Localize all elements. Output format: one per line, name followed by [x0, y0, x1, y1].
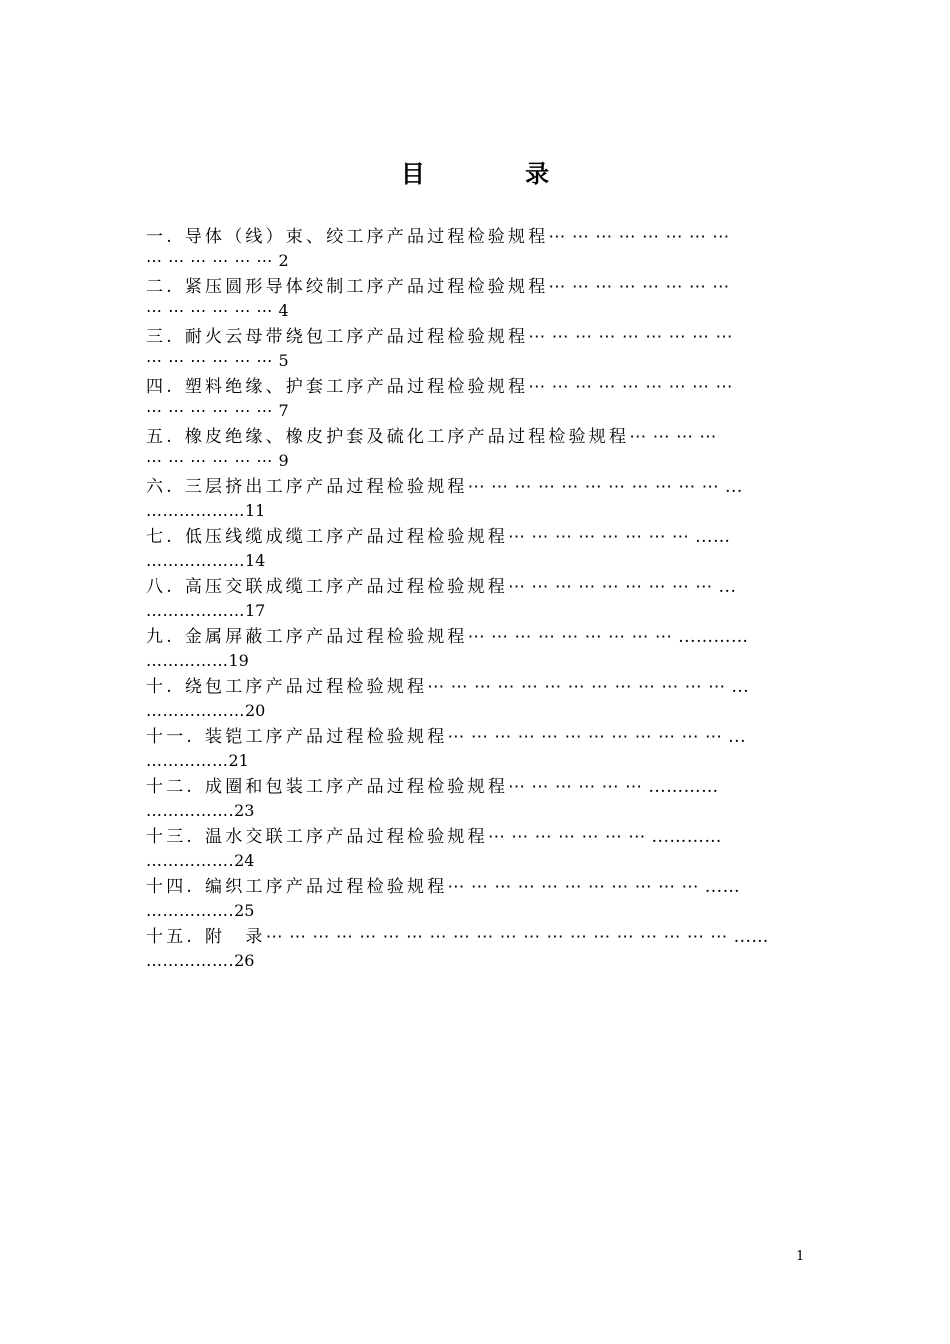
toc-entry-number: 十四. [146, 877, 196, 897]
toc-entry-label: 高压交联成缆工序产品过程检验规程 [184, 577, 509, 597]
toc-entry-label: 紧压圆形导体绞制工序产品过程检验规程 [184, 277, 549, 297]
toc-entry-label: 绕包工序产品过程检验规程 [184, 677, 428, 697]
toc-leader-dots: ⋯ ⋯ ⋯ ⋯ ⋯ ⋯ [146, 301, 279, 320]
toc-entry-number: 四. [146, 377, 175, 397]
toc-leader-dots: ⋯ ⋯ ⋯ ⋯ [629, 427, 717, 447]
toc-entry-number: 一. [146, 227, 175, 247]
toc-page-number: 17 [245, 601, 266, 620]
toc-entry[interactable] [146, 326, 806, 376]
toc-entry-label: 耐火云母带绕包工序产品过程检验规程 [184, 327, 529, 347]
toc-leader-dots: ……………… [146, 551, 245, 570]
toc-entry[interactable] [146, 576, 806, 626]
toc-entry-number: 九. [146, 627, 175, 647]
toc-entry[interactable] [146, 276, 806, 326]
toc-page-number: 5 [278, 351, 289, 370]
toc-entry-label: 金属屏蔽工序产品过程检验规程 [184, 627, 468, 647]
toc-entry-line [146, 376, 806, 399]
toc-leader-dots: ⋯ ⋯ ⋯ ⋯ ⋯ ⋯ ⋯ ⋯ ⋯ ⋯ ⋯ ⋯ ⋯ ... [427, 677, 750, 697]
toc-entry-number: 十五. [146, 927, 196, 947]
toc-entry-line [146, 726, 806, 749]
toc-entry-line [146, 826, 806, 849]
table-of-contents [146, 226, 806, 976]
toc-entry-continuation [146, 649, 806, 673]
toc-page-number: 11 [245, 501, 266, 520]
toc-entry-number: 十三. [146, 827, 196, 847]
toc-entry-line [146, 526, 806, 549]
toc-leader-dots: ……………. [146, 951, 235, 970]
toc-leader-dots: …………… [146, 651, 229, 670]
toc-entry[interactable] [146, 826, 806, 876]
toc-entry[interactable] [146, 776, 806, 826]
toc-entry-number: 二. [146, 277, 175, 297]
toc-entry-number: 五. [146, 427, 175, 447]
toc-entry-continuation [146, 549, 806, 573]
toc-entry-label: 温水交联工序产品过程检验规程 [205, 827, 488, 847]
toc-page-number: 21 [228, 751, 249, 770]
page-title: 目 录 [400, 159, 596, 188]
toc-leader-dots: ⋯ ⋯ ⋯ ⋯ ⋯ ⋯ ⋯ ⋯ ⋯ ⋯ ⋯ ⋯ ⋯ ⋯ ⋯ ⋯ ⋯ ⋯ ⋯ ⋯ ...… [265, 927, 769, 947]
toc-page-number: 23 [234, 801, 255, 820]
toc-leader-dots: ⋯ ⋯ ⋯ ⋯ ⋯ ⋯ ⋯ ⋯ ⋯ ⋯ ⋯ ... [467, 477, 743, 497]
toc-leader-dots: ……………… [146, 501, 245, 520]
toc-entry[interactable] [146, 626, 806, 676]
toc-leader-dots: ……………… [146, 601, 245, 620]
toc-leader-dots: ⋯ ⋯ ⋯ ⋯ ⋯ ⋯ ⋯ ⋯ ⋯ ... [508, 577, 737, 597]
toc-entry-continuation [146, 599, 806, 623]
toc-leader-dots: ……………. [146, 801, 235, 820]
toc-entry-line [146, 676, 806, 699]
toc-entry[interactable] [146, 926, 806, 976]
toc-leader-dots: ……………… [146, 701, 245, 720]
toc-page-number: 25 [234, 901, 255, 920]
toc-entry[interactable] [146, 426, 806, 476]
toc-leader-dots: ⋯ ⋯ ⋯ ⋯ ⋯ ⋯ ⋯ ...……… [487, 827, 722, 847]
toc-entry-label: 导体（线）束、绞工序产品过程检验规程 [184, 227, 549, 247]
toc-entry-line [146, 926, 806, 949]
toc-entry-line [146, 276, 806, 299]
toc-page-number: 7 [278, 401, 289, 420]
toc-entry-continuation [146, 949, 806, 973]
toc-page-number: 20 [245, 701, 266, 720]
toc-entry-line [146, 576, 806, 599]
toc-entry-continuation [146, 849, 806, 873]
toc-entry-number: 六. [146, 477, 175, 497]
toc-page-number: 4 [278, 301, 289, 320]
toc-entry-line [146, 326, 806, 349]
toc-entry[interactable] [146, 526, 806, 576]
toc-entry[interactable] [146, 726, 806, 776]
toc-leader-dots: ⋯ ⋯ ⋯ ⋯ ⋯ ⋯ ⋯ ⋯ ⋯ ...……… [467, 627, 749, 647]
toc-entry-label: 编织工序产品过程检验规程 [205, 877, 448, 897]
toc-entry-continuation [146, 249, 806, 273]
toc-leader-dots: ⋯ ⋯ ⋯ ⋯ ⋯ ⋯ [146, 351, 279, 370]
toc-entry-label: 成圈和包装工序产品过程检验规程 [205, 777, 509, 797]
toc-leader-dots: ⋯ ⋯ ⋯ ⋯ ⋯ ⋯ [146, 401, 279, 420]
toc-entry-label: 附 录 [205, 927, 266, 947]
toc-entry-label: 塑料绝缘、护套工序产品过程检验规程 [184, 377, 529, 397]
toc-entry-continuation [146, 499, 806, 523]
toc-entry-line [146, 426, 806, 449]
toc-entry-continuation [146, 699, 806, 723]
toc-entry[interactable] [146, 676, 806, 726]
toc-entry-number: 十二. [146, 777, 196, 797]
toc-entry-line [146, 876, 806, 899]
toc-entry-continuation [146, 349, 806, 373]
page-number: 1 [796, 1249, 805, 1264]
toc-entry-continuation [146, 449, 806, 473]
toc-leader-dots: ⋯ ⋯ ⋯ ⋯ ⋯ ⋯ ⋯ ⋯ ⋯ ⋯ ⋯ ⋯ ... [447, 727, 746, 747]
toc-entry-number: 七. [146, 527, 175, 547]
toc-leader-dots: ……………. [146, 851, 235, 870]
toc-page-number: 26 [234, 951, 255, 970]
toc-entry-number: 十一. [146, 727, 196, 747]
toc-entry-line [146, 626, 806, 649]
toc-page-number: 19 [228, 651, 249, 670]
toc-entry-continuation [146, 749, 806, 773]
toc-page-number: 24 [234, 851, 255, 870]
toc-entry-number: 三. [146, 327, 175, 347]
toc-entry[interactable] [146, 376, 806, 426]
toc-leader-dots: ⋯ ⋯ ⋯ ⋯ ⋯ ⋯ ⋯ ⋯ [548, 227, 730, 247]
toc-leader-dots: ⋯ ⋯ ⋯ ⋯ ⋯ ⋯ ⋯ ⋯ ⋯ ⋯ ⋯ ...… [447, 877, 741, 897]
toc-entry-label: 低压线缆成缆工序产品过程检验规程 [184, 527, 509, 547]
toc-leader-dots: ⋯ ⋯ ⋯ ⋯ ⋯ ⋯ [146, 251, 279, 270]
toc-entry-line [146, 776, 806, 799]
toc-leader-dots: ⋯ ⋯ ⋯ ⋯ ⋯ ⋯ ⋯ ⋯ ⋯ [528, 377, 733, 397]
toc-page-number: 14 [245, 551, 266, 570]
toc-entry-number: 八. [146, 577, 175, 597]
toc-leader-dots: ⋯ ⋯ ⋯ ⋯ ⋯ ⋯ ⋯ ⋯ ...… [508, 527, 731, 547]
toc-entry-number: 十. [146, 677, 175, 697]
toc-entry-label: 装铠工序产品过程检验规程 [205, 727, 448, 747]
toc-leader-dots: ……………. [146, 901, 235, 920]
toc-leader-dots: …………… [146, 751, 229, 770]
toc-leader-dots: ⋯ ⋯ ⋯ ⋯ ⋯ ⋯ ⋯ ⋯ ⋯ [528, 327, 733, 347]
toc-page-number: 9 [278, 451, 289, 470]
toc-leader-dots: ⋯ ⋯ ⋯ ⋯ ⋯ ⋯ [146, 451, 279, 470]
toc-entry-continuation [146, 799, 806, 823]
toc-leader-dots: ⋯ ⋯ ⋯ ⋯ ⋯ ⋯ ...……… [508, 777, 719, 797]
toc-entry-continuation [146, 399, 806, 423]
toc-entry[interactable] [146, 876, 806, 926]
toc-entry[interactable] [146, 476, 806, 526]
toc-entry-label: 橡皮绝缘、橡皮护套及硫化工序产品过程检验规程 [184, 427, 630, 447]
toc-entry[interactable] [146, 226, 806, 276]
toc-entry-continuation [146, 299, 806, 323]
toc-page-number: 2 [278, 251, 289, 270]
toc-entry-line [146, 476, 806, 499]
toc-leader-dots: ⋯ ⋯ ⋯ ⋯ ⋯ ⋯ ⋯ ⋯ [548, 277, 730, 297]
toc-entry-continuation [146, 899, 806, 923]
toc-entry-label: 三层挤出工序产品过程检验规程 [184, 477, 468, 497]
toc-entry-line [146, 226, 806, 249]
